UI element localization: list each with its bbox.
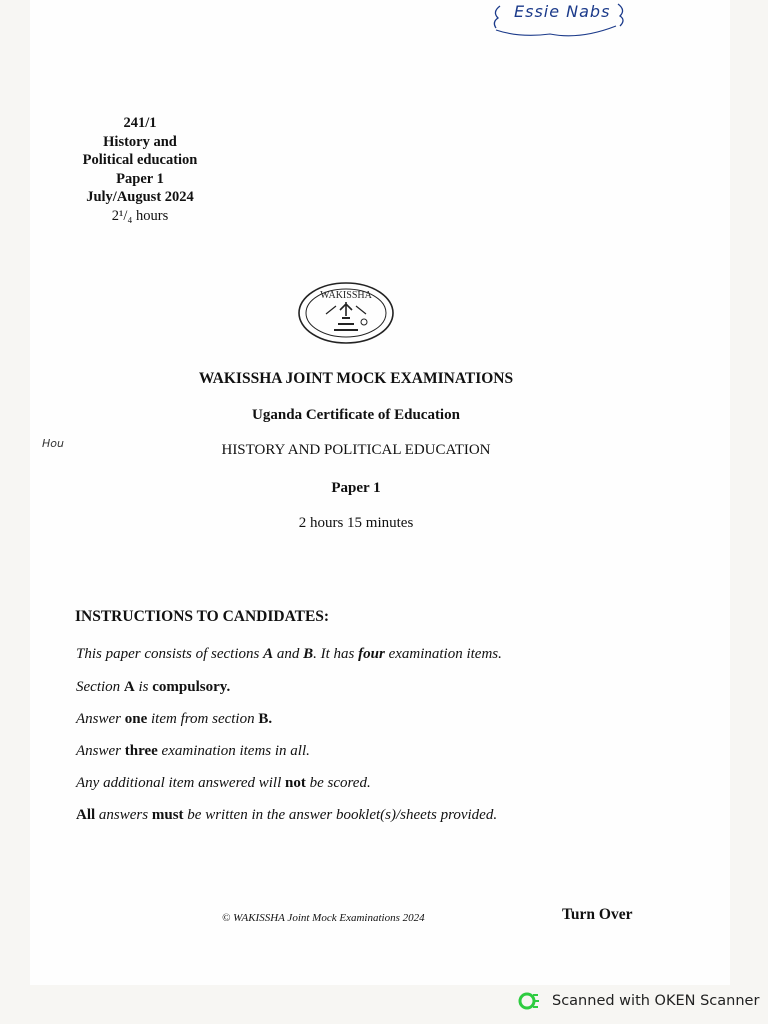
handwritten-text: Essie Nabs [514, 2, 611, 21]
exam-name: WAKISSHA JOINT MOCK EXAMINATIONS [198, 370, 514, 387]
instructions-title: INSTRUCTIONS TO CANDIDATES: [75, 608, 330, 625]
exam-duration-short: 2¹/₄ hours [111, 207, 169, 224]
instruction-line-3: Answer one item from section B. [76, 711, 273, 727]
turn-over-label: Turn Over [562, 906, 633, 923]
paper-code: 241/1 [123, 115, 157, 131]
wakissha-logo [296, 280, 396, 351]
subject-line-2: Political education [82, 152, 198, 168]
instruction-line-5: Any additional item answered will not be scored. [76, 775, 371, 791]
instruction-line-2: Section A is compulsory. [76, 679, 231, 695]
exam-session: July/August 2024 [86, 189, 194, 205]
paper-label: Paper 1 [331, 480, 381, 496]
subject-line-1: History and [103, 133, 177, 150]
copyright-notice: © WAKISSHA Joint Mock Examinations 2024 [222, 912, 425, 924]
paper-meta [70, 114, 210, 225]
scanner-logo-icon [518, 990, 540, 1012]
duration-label: 2 hours 15 minutes [298, 515, 414, 531]
subject-name: HISTORY AND POLITICAL EDUCATION [221, 442, 491, 458]
certificate-name: Uganda Certificate of Education [252, 407, 460, 423]
scanner-watermark [518, 990, 759, 1012]
instruction-line-6: All answers must be written in the answer booklet(s)/sheets provided. [76, 807, 498, 823]
paper-number: Paper 1 [116, 170, 164, 187]
instruction-line-1: This paper consists of sections A and B. It has four examination items. [76, 646, 502, 662]
instruction-line-4: Answer three examination items in all. [76, 743, 310, 759]
scanner-label: Scanned with OKEN Scanner [552, 993, 760, 1009]
handwritten-note [490, 0, 630, 40]
margin-scribble: Hou [42, 437, 64, 450]
logo-text: WAKISSHA [320, 290, 372, 301]
